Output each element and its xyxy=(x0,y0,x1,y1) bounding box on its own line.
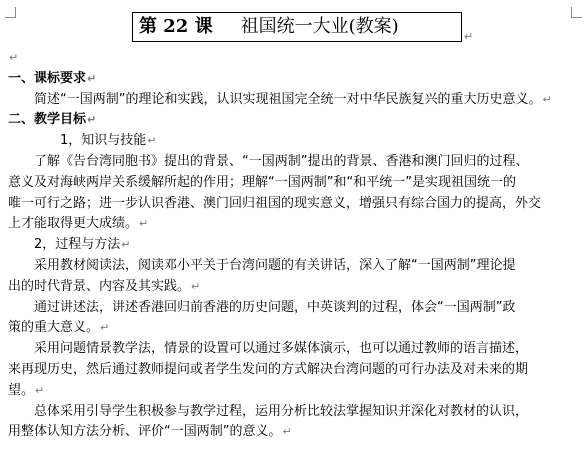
section-heading xyxy=(8,111,96,129)
body-line xyxy=(8,319,109,337)
body-line xyxy=(8,195,541,213)
body-line xyxy=(34,299,515,317)
line-text: 策的重大意义。 xyxy=(8,320,100,336)
page-corner-mark xyxy=(5,7,16,18)
body-line xyxy=(8,382,44,400)
line-text: 采用问题情景教学法，情景的设置可以通过多媒体演示，也可以通过教师的语言描述， xyxy=(34,341,529,357)
body-line xyxy=(8,174,516,192)
line-text: 采用教材阅读法，阅读邓小平关于台湾问题的有关讲话，深入了解“一国两制”理论提 xyxy=(34,258,516,273)
lesson-name: 祖国统一大业(教案) xyxy=(240,16,399,37)
line-text: 用整体认知方法分析、评价“一国两制”的意义。 xyxy=(8,424,282,440)
line-text: 意义及对海峡两岸关系缓解所起的作用；理解“一国两制”和“和平统一”是实现祖国统一的 xyxy=(8,174,516,190)
line-text: 上才能取得更大成绩。 xyxy=(8,216,139,232)
line-text: 一、课标要求 xyxy=(8,70,87,86)
body-line xyxy=(8,215,148,233)
paragraph-mark: ↵ xyxy=(121,238,131,252)
line-text: 出的时代背景、内容及其实践。 xyxy=(8,278,191,294)
body-line xyxy=(8,423,292,441)
paragraph-mark: ↵ xyxy=(542,92,552,106)
body-line xyxy=(60,132,157,150)
paragraph-mark: ↵ xyxy=(147,134,157,148)
line-text: 2，过程与方法 xyxy=(34,237,121,253)
paragraph-mark: ↵ xyxy=(464,30,474,43)
paragraph-mark: ↵ xyxy=(100,321,110,335)
body-line xyxy=(34,340,528,358)
line-text: 了解《告台湾同胞书》提出的背景、“一国两制”提出的背景、香港和澳门回归的过程、 xyxy=(34,154,529,169)
body-line xyxy=(8,278,200,296)
paragraph-mark: ↵ xyxy=(282,425,292,439)
paragraph-mark: ↵ xyxy=(139,217,149,231)
line-text: 1，知识与技能 xyxy=(60,133,147,149)
line-text: 简述“一国两制”的理论和实践，认识实现祖国完全统一对中华民族复兴的重大历史意义。 xyxy=(34,91,542,107)
body-line xyxy=(34,257,515,275)
paragraph-mark: ↵ xyxy=(9,51,19,64)
body-line xyxy=(8,361,528,379)
body-line xyxy=(34,153,528,171)
page-corner-mark xyxy=(571,7,582,18)
line-text: 望。 xyxy=(8,382,35,398)
paragraph-mark: ↵ xyxy=(35,383,45,397)
body-line xyxy=(34,403,528,421)
paragraph-mark: ↵ xyxy=(191,279,201,293)
line-text: 通过讲述法，讲述香港回归前香港的历史问题，中英谈判的过程，体会“一国两制”政 xyxy=(34,299,516,315)
blank-line xyxy=(8,49,18,67)
body-line xyxy=(34,91,552,109)
line-text: 来再现历史，然后通过教师提问或者学生发问的方式解决台湾问题的可行办法及对未来的期 xyxy=(8,362,529,377)
line-text: 唯一可行之路；进一步认识香港、澳门回归祖国的现实意义，增强只有综合国力的提高，外交 xyxy=(8,195,542,211)
line-text: 二、教学目标 xyxy=(8,112,87,128)
line-text: 总体采用引导学生积极参与教学过程，运用分析比较法掌握知识并深化对教材的认识， xyxy=(34,403,529,419)
body-line xyxy=(34,236,131,254)
lesson-title xyxy=(132,12,462,42)
paragraph-mark: ↵ xyxy=(87,113,97,127)
lesson-number: 第 22 课 xyxy=(139,16,213,37)
paragraph-mark: ↵ xyxy=(87,71,97,85)
section-heading xyxy=(8,70,96,88)
